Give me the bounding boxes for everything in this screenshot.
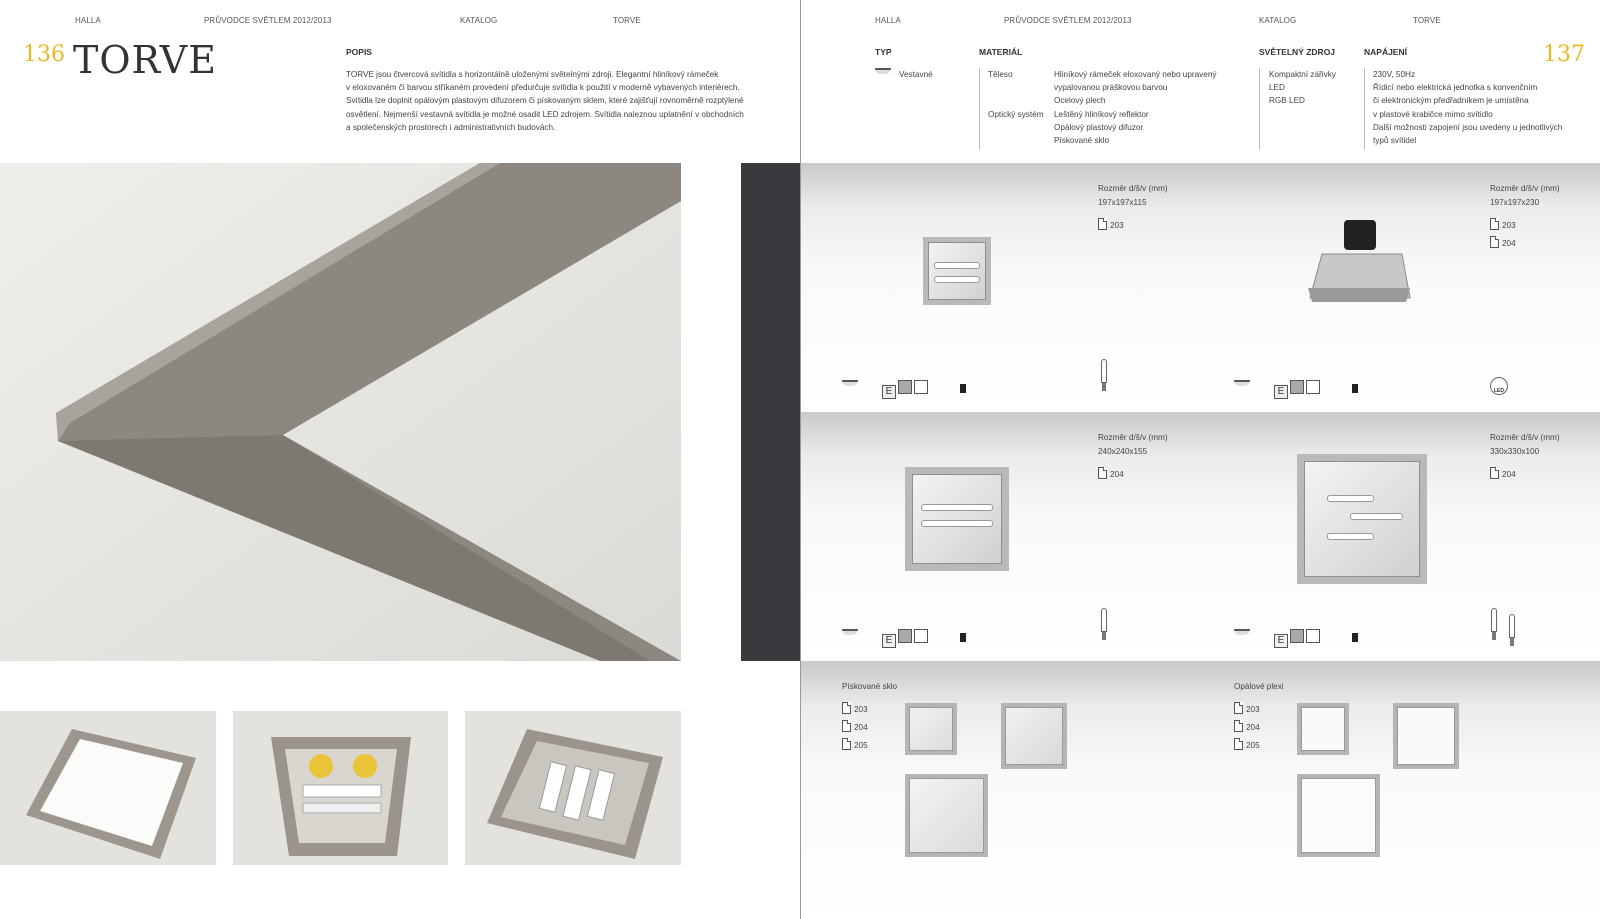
product-1-image xyxy=(923,237,991,305)
option-1-name: Pískované sklo xyxy=(842,682,898,691)
lamp-tube xyxy=(1327,533,1373,540)
frame-corner-image xyxy=(0,163,681,661)
description-line: Svítidla lze doplnit opálovým plastovým difuzorem či pískovaným sklem, které zajišťují rovnoměrně rozptýlené xyxy=(346,96,744,106)
product-2-dims: 197x197x230 xyxy=(1490,198,1540,207)
option-ref xyxy=(1234,719,1260,737)
product-1-dims: 197x197x115 xyxy=(1098,198,1147,207)
right-header-brand: HALLA xyxy=(875,16,901,25)
option-ref xyxy=(842,737,868,755)
opal-plexi-panel-medium xyxy=(1393,703,1459,769)
power-line: 230V, 50Hz xyxy=(1373,70,1416,79)
left-header-brand: HALLA xyxy=(75,16,101,25)
page-ref-icon xyxy=(1098,218,1107,230)
material-part-body: Těleso xyxy=(988,70,1013,79)
power-line: typů svítidel xyxy=(1373,136,1417,146)
product-3-dim-label: Rozměr d/š/v (mm) xyxy=(1098,433,1168,442)
description-text xyxy=(346,68,746,134)
page-ref-number: 204 xyxy=(854,723,868,732)
spec-divider xyxy=(1259,68,1260,150)
product-2-ref xyxy=(1490,217,1516,235)
product-2-dim-label: Rozměr d/š/v (mm) xyxy=(1490,184,1560,193)
dark-side-bar xyxy=(741,163,801,661)
ip-rating-icon xyxy=(1352,384,1358,393)
material-line: Leštěný hliníkový reflektor xyxy=(1054,110,1149,119)
page-ref-icon xyxy=(1490,218,1499,230)
energy-class-symbols xyxy=(1274,629,1320,648)
page-ref-icon xyxy=(1490,236,1499,248)
material-line: Hliníkový rámeček eloxovaný nebo upravený xyxy=(1054,70,1217,79)
fluorescent-bulb-icon xyxy=(1490,608,1498,642)
material-part-optics: Optický systém xyxy=(988,110,1044,119)
main-product-photo xyxy=(0,163,681,661)
energy-class-icon: E xyxy=(1274,634,1288,648)
spec-power-label: NAPÁJENÍ xyxy=(1364,47,1407,57)
page-ref-icon xyxy=(1234,702,1243,714)
option-ref xyxy=(1234,737,1260,755)
spec-material-label: MATERIÁL xyxy=(979,47,1023,57)
spec-divider xyxy=(1364,68,1365,150)
ip-rating-icon xyxy=(960,633,966,642)
page-ref-number: 203 xyxy=(1110,221,1124,230)
description-label: POPIS xyxy=(346,47,372,57)
spec-type-value: Vestavné xyxy=(899,70,933,79)
option-1-refs xyxy=(842,701,868,755)
thumb-open-frame xyxy=(465,711,681,865)
right-page-number: 137 xyxy=(1543,42,1585,67)
white-finish-icon xyxy=(1306,629,1320,643)
right-header-product: TORVE xyxy=(1413,16,1441,25)
opal-plexi-panel-large xyxy=(1297,774,1380,857)
page-ref-number: 203 xyxy=(854,705,868,714)
page-title: TORVE xyxy=(73,38,217,82)
page-ref-icon xyxy=(1490,467,1499,479)
product-2-ref xyxy=(1490,235,1516,253)
product-4-image xyxy=(1297,454,1427,584)
left-header-section: KATALOG xyxy=(460,16,498,25)
led-icon: LED xyxy=(1490,377,1508,395)
lamp-tube xyxy=(934,262,980,269)
page-ref-number: 204 xyxy=(1110,470,1124,479)
spec-divider xyxy=(979,68,980,150)
product-4-ref xyxy=(1490,466,1516,484)
energy-class-icon: E xyxy=(882,634,896,648)
product-1-ref xyxy=(1098,217,1124,235)
white-finish-icon xyxy=(914,380,928,394)
description-line: TORVE jsou čtvercová svítidla s horizontálně uloženými světelnými zdroji. Elegantní hliníkový rámeček xyxy=(346,70,719,79)
energy-class-icon: E xyxy=(1274,385,1288,399)
source-lines xyxy=(1269,68,1336,108)
thumb-image xyxy=(233,711,448,865)
page-ref-icon xyxy=(842,720,851,732)
product-4-dims: 330x330x100 xyxy=(1490,447,1540,456)
source-line: Kompaktní zářivky xyxy=(1269,70,1336,79)
page-ref-number: 205 xyxy=(1246,741,1260,750)
grey-finish-icon xyxy=(1290,380,1304,394)
product-3-image xyxy=(905,467,1009,571)
material-line: vypalovanou práškovou barvou xyxy=(1054,83,1168,93)
option-2-refs xyxy=(1234,701,1260,755)
white-finish-icon xyxy=(914,629,928,643)
power-line: či elektronickým předřadníkem je umístěna xyxy=(1373,96,1529,106)
thumb-image xyxy=(0,711,216,865)
power-line: v plastové krabičce mimo svítidlo xyxy=(1373,109,1493,119)
page-ref-icon xyxy=(842,738,851,750)
left-header-product: TORVE xyxy=(613,16,641,25)
material-line: Ocelový plech xyxy=(1054,96,1106,106)
energy-class-symbols xyxy=(882,629,928,648)
energy-class-symbols xyxy=(1274,380,1320,399)
material-line: Pískované sklo xyxy=(1054,136,1110,146)
fluorescent-bulb-icon xyxy=(1508,614,1516,648)
lamp-tube xyxy=(934,276,980,283)
right-header-section: KATALOG xyxy=(1259,16,1297,25)
page-ref-number: 203 xyxy=(1502,221,1516,230)
option-2-name: Opálové plexi xyxy=(1234,682,1284,691)
page-ref-number: 203 xyxy=(1246,705,1260,714)
sand-glass-panel-large xyxy=(905,774,988,857)
left-page-number: 136 xyxy=(23,42,65,67)
page-ref-number: 204 xyxy=(1502,239,1516,248)
fluorescent-bulb-icon xyxy=(1100,359,1108,393)
spec-source-label: SVĚTELNÝ ZDROJ xyxy=(1259,47,1336,57)
ip-rating-icon xyxy=(960,384,966,393)
energy-class-symbols xyxy=(882,380,928,399)
product-band-1 xyxy=(801,163,1600,412)
right-header-guide: PRŮVODCE SVĚTLEM 2012/2013 xyxy=(1004,16,1132,25)
page-ref-icon xyxy=(1098,467,1107,479)
page-ref-number: 204 xyxy=(1502,470,1516,479)
energy-class-icon: E xyxy=(882,385,896,399)
recessed-type-icon xyxy=(875,68,891,74)
fluorescent-bulb-icon xyxy=(1100,608,1108,642)
white-finish-icon xyxy=(1306,380,1320,394)
sand-glass-panel-small xyxy=(905,703,957,755)
ip-rating-icon xyxy=(1352,633,1358,642)
page-ref-number: 204 xyxy=(1246,723,1260,732)
product-3-dims: 240x240x155 xyxy=(1098,447,1148,456)
product-4-dim-label: Rozměr d/š/v (mm) xyxy=(1490,433,1560,442)
spec-type-label: TYP xyxy=(875,47,892,57)
lamp-tube xyxy=(1327,495,1373,502)
source-line: RGB LED xyxy=(1269,96,1305,106)
material-line: Opálový plastový difuzor xyxy=(1054,123,1144,133)
sand-glass-panel-medium xyxy=(1001,703,1067,769)
description-line: a společenských prostorech i administrativních budovách. xyxy=(346,122,556,132)
lamp-tube xyxy=(1350,513,1402,520)
page-ref-number: 205 xyxy=(854,741,868,750)
lamp-tube xyxy=(921,520,993,527)
page-ref-icon xyxy=(842,702,851,714)
page-ref-icon xyxy=(1234,720,1243,732)
material-optics-lines xyxy=(1054,108,1149,148)
grey-finish-icon xyxy=(898,380,912,394)
opal-plexi-panel-small xyxy=(1297,703,1349,755)
description-line: v eloxovaném či barvou stříkaném provedení předurčuje svítidla k použití v moderně vybavených interiérech. xyxy=(346,83,740,93)
product-2-image xyxy=(1306,216,1414,308)
product-1-dim-label: Rozměr d/š/v (mm) xyxy=(1098,184,1168,193)
power-line: Další možnosti zapojení jsou uvedeny u jednotlivých xyxy=(1373,122,1563,132)
grey-finish-icon xyxy=(898,629,912,643)
lamp-tube xyxy=(921,504,993,511)
power-lines xyxy=(1373,68,1588,147)
page-ref-icon xyxy=(1234,738,1243,750)
option-ref xyxy=(1234,701,1260,719)
description-line: osvětlení. Nejmenší vestavná svítidla je možné osadit LED zdrojem. Svítidla naleznou uplatnění v obchodních xyxy=(346,109,744,119)
material-body-lines xyxy=(1054,68,1216,108)
source-line: LED xyxy=(1269,83,1285,93)
thumb-image xyxy=(465,711,681,865)
left-header-guide: PRŮVODCE SVĚTLEM 2012/2013 xyxy=(204,16,332,25)
option-ref xyxy=(842,719,868,737)
product-3-ref xyxy=(1098,466,1124,484)
grey-finish-icon xyxy=(1290,629,1304,643)
thumb-reflector xyxy=(233,711,448,865)
power-line: Řídicí nebo elektrická jednotka s konvenčním xyxy=(1373,83,1538,93)
option-ref xyxy=(842,701,868,719)
thumb-opal-diffuser xyxy=(0,711,216,865)
